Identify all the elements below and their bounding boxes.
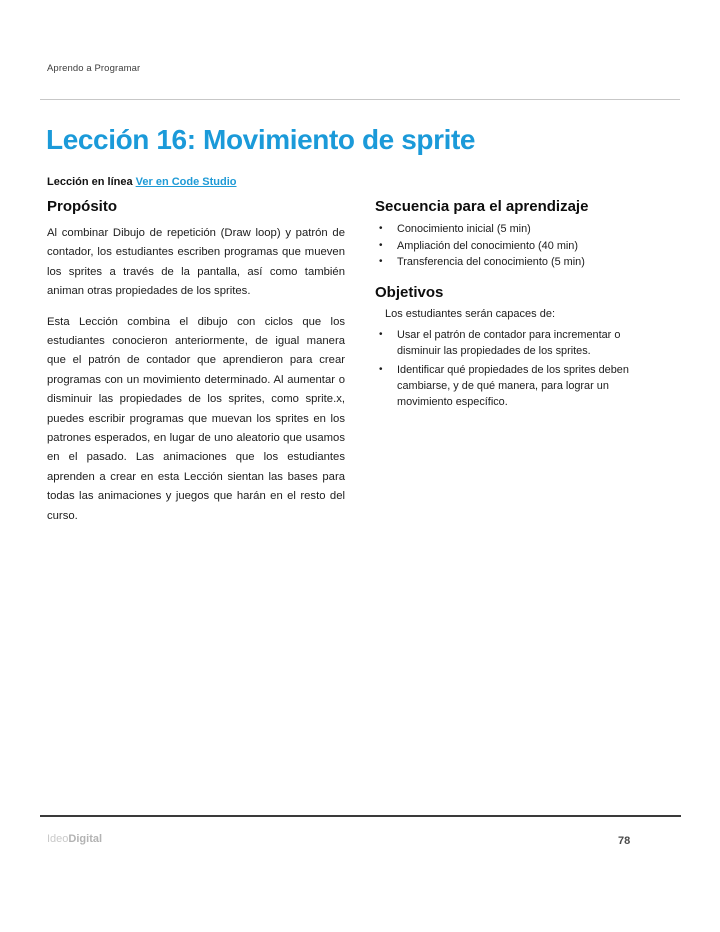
secuencia-heading: Secuencia para el aprendizaje	[375, 198, 589, 215]
online-lesson-line	[47, 176, 237, 188]
proposito-paragraph: Esta Lección combina el dibujo con ciclos que los estudiantes conocieron anteriormente, de igual manera que el patrón de contador que aprendieron para crear programas con un movimiento determinado. Al aumentar o disminuir las propiedades de los sprites, como sprite.x, puedes escribir programas que muevan los sprites en los patrones esperados, en lugar de uno aleatorio que usamos en el pasado. Las animaciones que los estudiantes aprenden a crear en esta Lección sientan las bases para todas las animaciones y juegos que harán en el resto del curso.	[47, 315, 345, 522]
objetivos-intro: Los estudiantes serán capaces de:	[385, 307, 556, 320]
footer-brand	[47, 833, 102, 845]
list-item-text: Transferencia del conocimiento (5 min)	[397, 256, 585, 268]
proposito-heading: Propósito	[47, 198, 117, 215]
bullet-icon: •	[379, 223, 383, 234]
page-title: Lección 16: Movimiento de sprite	[46, 124, 476, 155]
list-item-text: Conocimiento inicial (5 min)	[397, 223, 531, 235]
page-number: 78	[618, 835, 631, 847]
footer-brand-bold: Digital	[68, 833, 103, 845]
secuencia-list	[375, 221, 659, 271]
list-item	[375, 254, 659, 271]
list-item-text: Usar el patrón de contador para incrementar o disminuir las propiedades de los sprites.	[397, 328, 621, 357]
online-lesson-label: Lección en línea	[47, 176, 133, 188]
list-item	[375, 238, 659, 255]
list-item-text: Ampliación del conocimiento (40 min)	[397, 239, 578, 252]
list-item	[375, 362, 659, 411]
objetivos-list	[375, 327, 659, 411]
bullet-icon: •	[379, 239, 383, 251]
objetivos-heading: Objetivos	[375, 283, 444, 301]
footer-brand-light: Ideo	[47, 833, 69, 845]
code-studio-link[interactable]: Ver en Code Studio	[135, 176, 237, 188]
bullet-icon: •	[379, 328, 383, 340]
bullet-icon: •	[379, 363, 383, 375]
header-divider	[40, 99, 680, 100]
footer-divider	[40, 815, 681, 817]
bullet-icon: •	[379, 256, 383, 267]
list-item-text: Identificar qué propiedades de los sprites deben cambiarse, y de qué manera, para lograr un movimiento específico.	[397, 363, 629, 409]
proposito-paragraph: Al combinar Dibujo de repetición (Draw loop) y patrón de contador, los estudiantes escriben programas que mueven los sprites a través de la pantalla, así como también animan otras propiedades de los sprites.	[47, 227, 345, 298]
proposito-column	[47, 198, 345, 537]
running-header: Aprendo a Programar	[47, 63, 141, 74]
two-column-layout	[47, 198, 659, 537]
secuencia-objetivos-column	[375, 198, 659, 537]
list-item	[375, 221, 659, 238]
list-item	[375, 327, 659, 359]
